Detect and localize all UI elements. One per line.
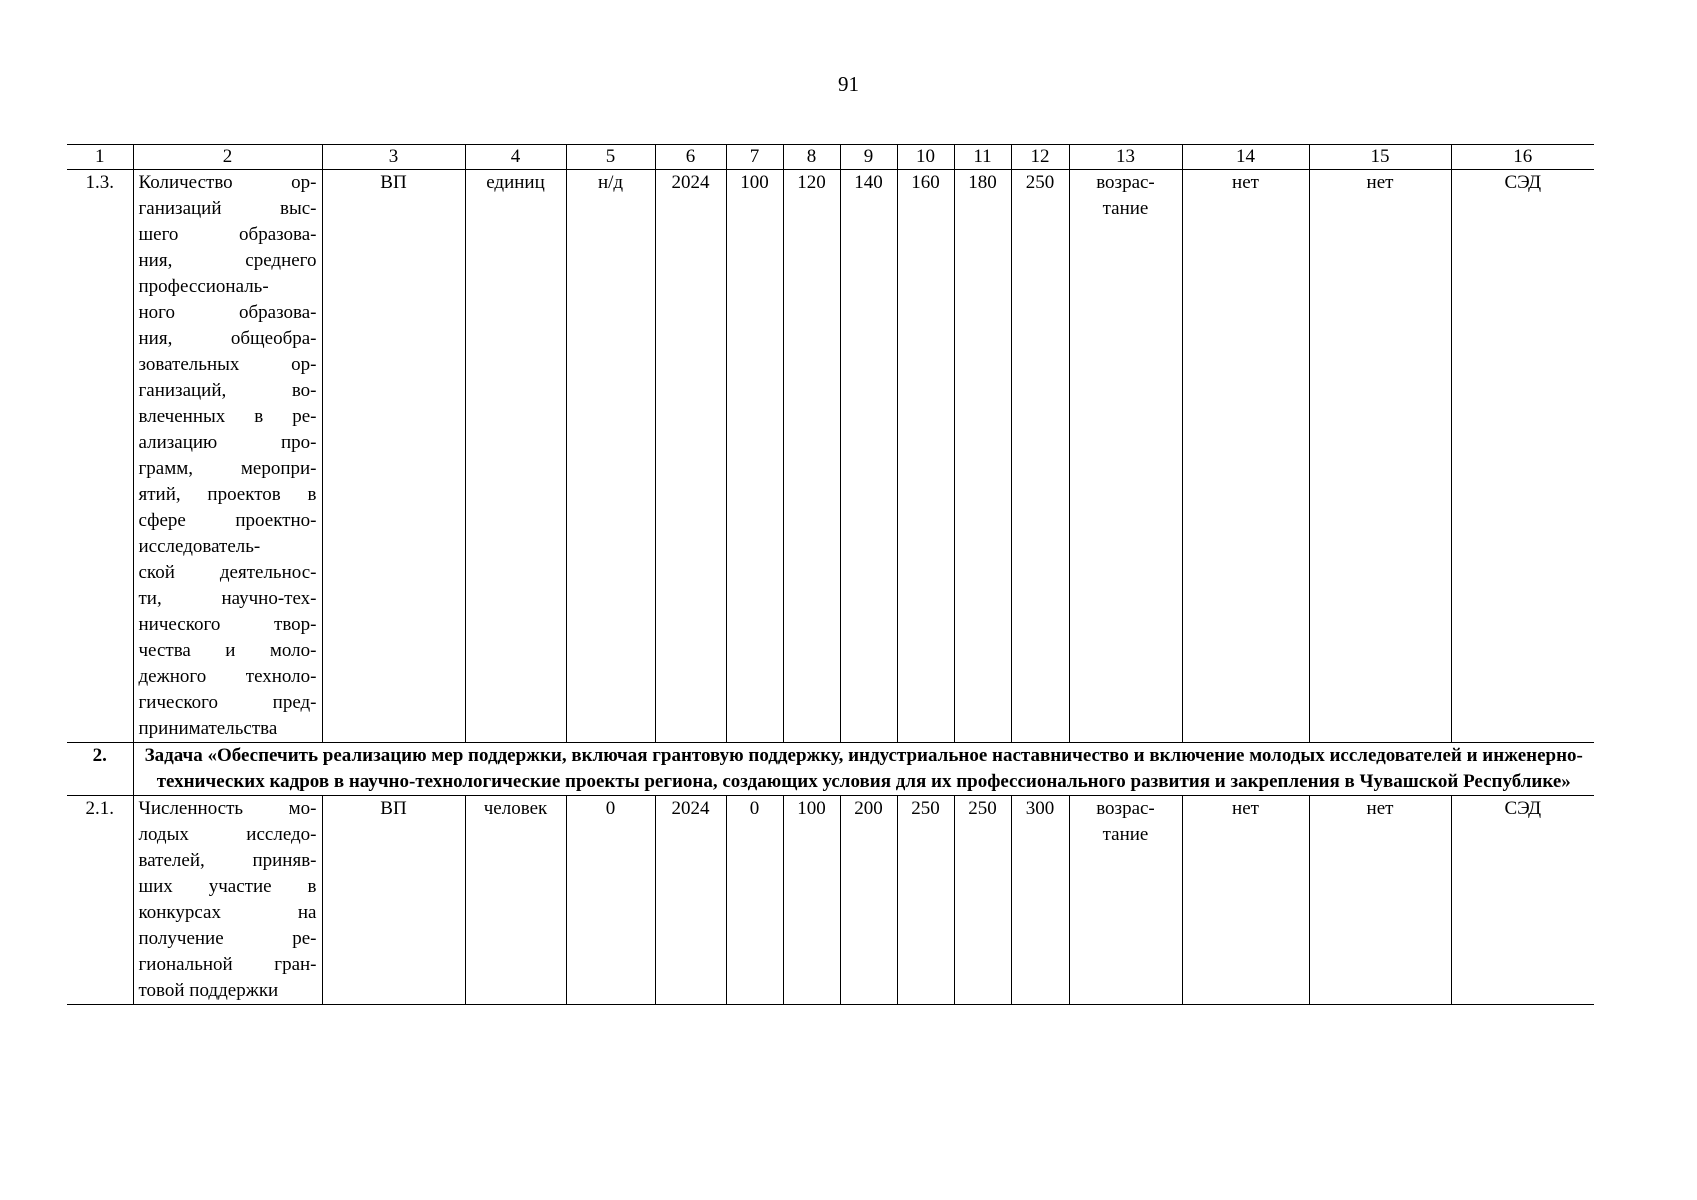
description-line: Численность мо- [138, 798, 317, 819]
description-line: ализацию про- [138, 432, 317, 453]
value-cell: 250 [1011, 170, 1069, 743]
description-line: шего образова- [138, 224, 317, 245]
description-line: ти, научно-тех- [138, 588, 317, 609]
header-cell: 9 [840, 145, 897, 170]
base-value: 0 [566, 796, 655, 1005]
description-line: ятий, проектов в [138, 484, 317, 505]
header-cell: 16 [1451, 145, 1594, 170]
base-year: 2024 [655, 796, 726, 1005]
description-line: исследователь- [138, 536, 261, 557]
value-cell: 100 [783, 796, 840, 1005]
value-cell: 140 [840, 170, 897, 743]
description-line: профессиональ- [138, 276, 269, 297]
flag-cell: нет [1309, 796, 1451, 1005]
description-line: ния, общеобра- [138, 328, 317, 349]
system-cell: СЭД [1451, 170, 1594, 743]
description-line: гиональной гран- [138, 954, 317, 975]
description-line: сфере проектно- [138, 510, 317, 531]
task-title: Задача «Обеспечить реализацию мер поддержки, включая грантовую поддержку, индустриальное наставничество и включение молодых исследователей и инженерно-технических кадров в научно-технологические проекты региона, создающих условия для их профессионального развития и закрепления в Чувашской Республике» [133, 743, 1594, 796]
indicators-table [67, 144, 1594, 1005]
description-line: гического пред- [138, 692, 317, 713]
description-line: принимательства [138, 718, 278, 739]
header-cell: 13 [1069, 145, 1182, 170]
header-cell: 15 [1309, 145, 1451, 170]
row-number: 1.3. [67, 170, 133, 743]
value-cell: 250 [897, 796, 954, 1005]
flag-cell: нет [1309, 170, 1451, 743]
header-cell: 6 [655, 145, 726, 170]
table-row-1-3 [67, 170, 1594, 743]
table-row-2-1 [67, 796, 1594, 1005]
indicator-description [133, 796, 322, 1005]
header-cell: 3 [322, 145, 465, 170]
unit-of-measure: единиц [465, 170, 566, 743]
description-line: Количество ор- [138, 172, 317, 193]
flag-cell: нет [1182, 170, 1309, 743]
trend-cell [1069, 796, 1182, 1005]
header-cell: 4 [465, 145, 566, 170]
trend-cell [1069, 170, 1182, 743]
header-cell: 10 [897, 145, 954, 170]
description-line: ганизаций, во- [138, 380, 317, 401]
header-cell: 14 [1182, 145, 1309, 170]
header-cell: 7 [726, 145, 783, 170]
trend-line: возрас- [1096, 172, 1155, 193]
value-cell: 200 [840, 796, 897, 1005]
description-line: влеченных в ре- [138, 406, 317, 427]
description-line: грамм, меропри- [138, 458, 317, 479]
base-year: 2024 [655, 170, 726, 743]
description-line: нического твор- [138, 614, 317, 635]
header-cell: 5 [566, 145, 655, 170]
description-line: лодых исследо- [138, 824, 317, 845]
task-row-2 [67, 743, 1594, 796]
header-cell: 1 [67, 145, 133, 170]
value-cell: 300 [1011, 796, 1069, 1005]
value-cell: 0 [726, 796, 783, 1005]
row-number: 2.1. [67, 796, 133, 1005]
header-cell: 8 [783, 145, 840, 170]
indicator-type: ВП [322, 796, 465, 1005]
description-line: зовательных ор- [138, 354, 317, 375]
base-value: н/д [566, 170, 655, 743]
description-line: ного образова- [138, 302, 317, 323]
description-line: вателей, приняв- [138, 850, 317, 871]
header-cell: 2 [133, 145, 322, 170]
description-line: чества и моло- [138, 640, 317, 661]
description-line: товой поддержки [138, 980, 279, 1001]
description-line: дежного техноло- [138, 666, 317, 687]
indicator-description [133, 170, 322, 743]
trend-line: тание [1102, 198, 1149, 219]
value-cell: 160 [897, 170, 954, 743]
description-line: ской деятельнос- [138, 562, 317, 583]
trend-line: тание [1102, 824, 1149, 845]
description-line: ния, среднего [138, 250, 317, 271]
value-cell: 120 [783, 170, 840, 743]
header-cell: 11 [954, 145, 1011, 170]
page-number: 91 [838, 72, 859, 96]
indicator-type: ВП [322, 170, 465, 743]
value-cell: 250 [954, 796, 1011, 1005]
system-cell: СЭД [1451, 796, 1594, 1005]
description-line: получение ре- [138, 928, 317, 949]
flag-cell: нет [1182, 796, 1309, 1005]
header-cell: 12 [1011, 145, 1069, 170]
trend-line: возрас- [1096, 798, 1155, 819]
task-number: 2. [67, 743, 133, 796]
value-cell: 100 [726, 170, 783, 743]
description-line: ганизаций выс- [138, 198, 317, 219]
value-cell: 180 [954, 170, 1011, 743]
description-line: конкурсах на [138, 902, 317, 923]
unit-of-measure: человек [465, 796, 566, 1005]
column-number-row [67, 145, 1594, 170]
description-line: ших участие в [138, 876, 317, 897]
